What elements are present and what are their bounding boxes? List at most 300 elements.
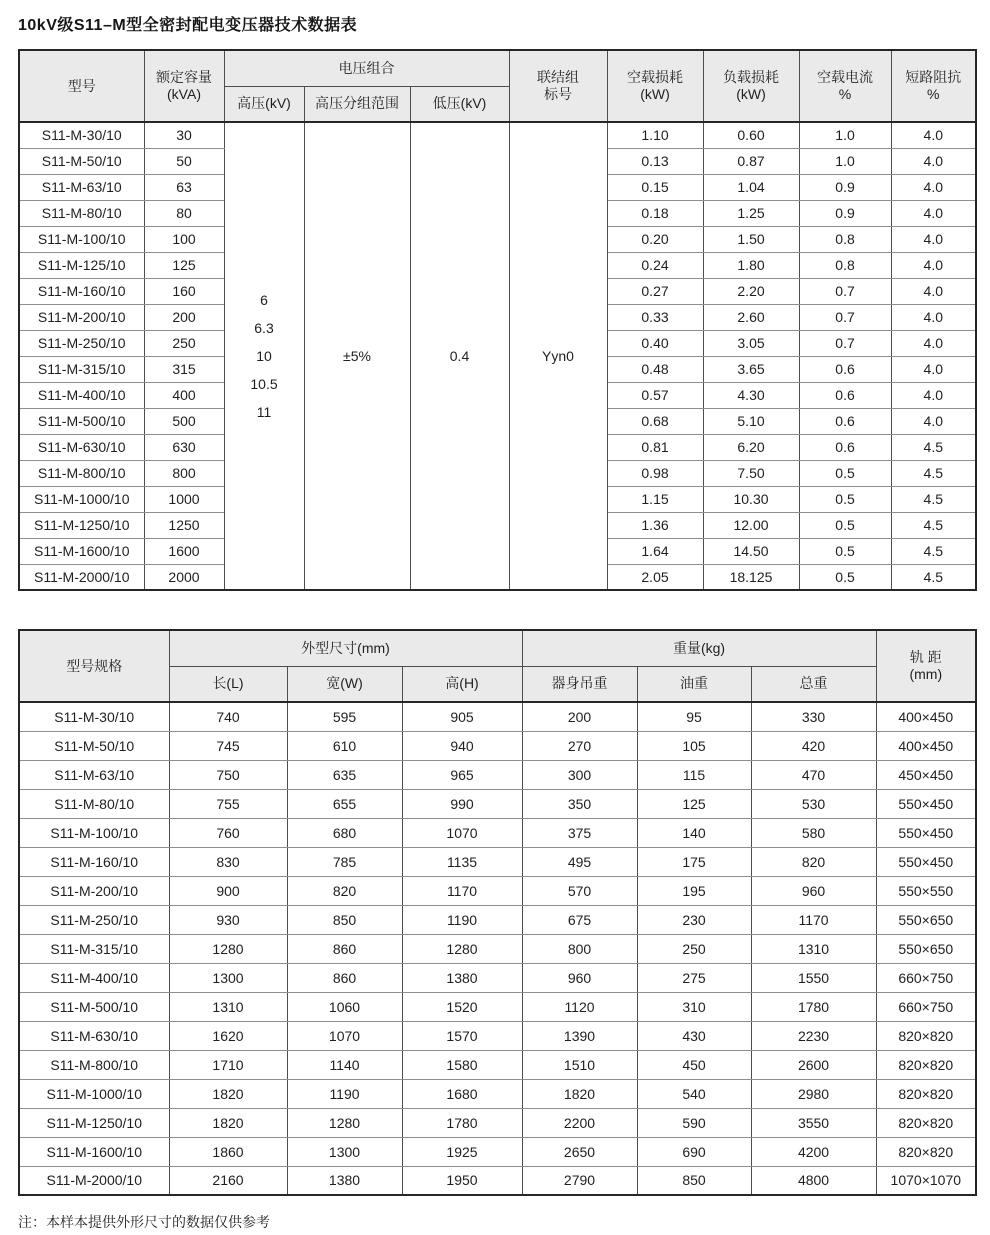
oil-weight-cell: 590 <box>637 1108 751 1137</box>
oil-weight-cell: 125 <box>637 789 751 818</box>
impedance-cell: 4.5 <box>891 564 976 590</box>
stacked-value: 6 <box>260 292 268 308</box>
model-cell: S11-M-1000/10 <box>19 1079 169 1108</box>
col-rail-gauge-line2: (mm) <box>909 666 943 682</box>
body-weight-cell: 2790 <box>522 1166 637 1195</box>
total-weight-cell: 1550 <box>751 963 876 992</box>
load-loss-cell: 2.60 <box>703 304 799 330</box>
rail-gauge-cell: 820×820 <box>876 1050 976 1079</box>
col-oil-weight: 油重 <box>637 666 751 702</box>
height-cell: 1925 <box>402 1137 522 1166</box>
load-loss-cell: 3.05 <box>703 330 799 356</box>
table-row <box>19 789 976 818</box>
impedance-cell: 4.0 <box>891 226 976 252</box>
total-weight-cell: 2600 <box>751 1050 876 1079</box>
rail-gauge-cell: 550×450 <box>876 818 976 847</box>
no-load-current-cell: 0.6 <box>799 382 891 408</box>
capacity-cell: 400 <box>144 382 224 408</box>
width-cell: 680 <box>287 818 402 847</box>
height-cell: 1570 <box>402 1021 522 1050</box>
stacked-value: 10 <box>256 348 272 364</box>
length-cell: 1310 <box>169 992 287 1021</box>
body-weight-cell: 2650 <box>522 1137 637 1166</box>
impedance-cell: 4.5 <box>891 486 976 512</box>
vector-group-cell: Yyn0 <box>509 122 607 590</box>
body-weight-cell: 1510 <box>522 1050 637 1079</box>
height-cell: 1680 <box>402 1079 522 1108</box>
width-cell: 1280 <box>287 1108 402 1137</box>
impedance-cell: 4.0 <box>891 408 976 434</box>
model-cell: S11-M-30/10 <box>19 122 144 148</box>
height-cell: 1190 <box>402 905 522 934</box>
impedance-cell: 4.5 <box>891 512 976 538</box>
oil-weight-cell: 690 <box>637 1137 751 1166</box>
stacked-value: 6.3 <box>254 320 274 336</box>
no-load-loss-cell: 1.36 <box>607 512 703 538</box>
table-row <box>19 760 976 789</box>
load-loss-cell: 4.30 <box>703 382 799 408</box>
width-cell: 1140 <box>287 1050 402 1079</box>
no-load-current-cell: 1.0 <box>799 122 891 148</box>
col-total-weight: 总重 <box>751 666 876 702</box>
no-load-current-cell: 0.9 <box>799 174 891 200</box>
length-cell: 1620 <box>169 1021 287 1050</box>
oil-weight-cell: 275 <box>637 963 751 992</box>
load-loss-cell: 3.65 <box>703 356 799 382</box>
length-cell: 1280 <box>169 934 287 963</box>
length-cell: 1820 <box>169 1079 287 1108</box>
capacity-cell: 63 <box>144 174 224 200</box>
col-load-loss <box>703 50 799 122</box>
length-cell: 760 <box>169 818 287 847</box>
length-cell: 1860 <box>169 1137 287 1166</box>
stacked-value: 10.5 <box>250 376 278 392</box>
oil-weight-cell: 105 <box>637 731 751 760</box>
length-cell: 2160 <box>169 1166 287 1195</box>
model-cell: S11-M-500/10 <box>19 992 169 1021</box>
model-cell: S11-M-800/10 <box>19 460 144 486</box>
capacity-cell: 125 <box>144 252 224 278</box>
body-weight-cell: 495 <box>522 847 637 876</box>
length-cell: 740 <box>169 702 287 731</box>
model-cell: S11-M-160/10 <box>19 847 169 876</box>
oil-weight-cell: 230 <box>637 905 751 934</box>
electrical-spec-body <box>19 122 976 590</box>
no-load-current-cell: 0.7 <box>799 304 891 330</box>
model-cell: S11-M-80/10 <box>19 789 169 818</box>
col-load-loss-line1: 负载损耗 <box>723 69 780 85</box>
footnote: 注：本样本提供外形尺寸的数据仅供参考 <box>18 1214 270 1230</box>
oil-weight-cell: 115 <box>637 760 751 789</box>
no-load-loss-cell: 0.98 <box>607 460 703 486</box>
body-weight-cell: 270 <box>522 731 637 760</box>
width-cell: 820 <box>287 876 402 905</box>
model-cell: S11-M-2000/10 <box>19 564 144 590</box>
no-load-loss-cell: 0.57 <box>607 382 703 408</box>
height-cell: 1170 <box>402 876 522 905</box>
total-weight-cell: 820 <box>751 847 876 876</box>
col-short-circuit-impedance-line1: 短路阻抗 <box>905 69 962 85</box>
body-weight-cell: 570 <box>522 876 637 905</box>
rail-gauge-cell: 660×750 <box>876 963 976 992</box>
model-cell: S11-M-250/10 <box>19 330 144 356</box>
no-load-loss-cell: 0.68 <box>607 408 703 434</box>
table-row <box>19 1050 976 1079</box>
model-cell: S11-M-30/10 <box>19 702 169 731</box>
table-row <box>19 1021 976 1050</box>
total-weight-cell: 420 <box>751 731 876 760</box>
model-cell: S11-M-315/10 <box>19 934 169 963</box>
capacity-cell: 80 <box>144 200 224 226</box>
load-loss-cell: 10.30 <box>703 486 799 512</box>
load-loss-cell: 2.20 <box>703 278 799 304</box>
capacity-cell: 1250 <box>144 512 224 538</box>
capacity-cell: 100 <box>144 226 224 252</box>
load-loss-cell: 7.50 <box>703 460 799 486</box>
total-weight-cell: 1310 <box>751 934 876 963</box>
height-cell: 990 <box>402 789 522 818</box>
col-no-load-loss-line2: (kW) <box>640 86 670 102</box>
table-row <box>19 992 976 1021</box>
model-cell: S11-M-50/10 <box>19 148 144 174</box>
oil-weight-cell: 850 <box>637 1166 751 1195</box>
col-no-load-current <box>799 50 891 122</box>
height-cell: 1580 <box>402 1050 522 1079</box>
no-load-current-cell: 0.6 <box>799 408 891 434</box>
capacity-cell: 50 <box>144 148 224 174</box>
col-outline-dimensions: 外型尺寸(mm) <box>169 630 522 666</box>
capacity-cell: 160 <box>144 278 224 304</box>
table-row <box>19 847 976 876</box>
height-cell: 1520 <box>402 992 522 1021</box>
col-vector-group-line1: 联结组 <box>537 69 580 85</box>
impedance-cell: 4.0 <box>891 122 976 148</box>
impedance-cell: 4.0 <box>891 356 976 382</box>
dimensions-weight-body <box>19 702 976 1195</box>
col-vector-group-line2: 标号 <box>544 86 573 102</box>
no-load-loss-cell: 1.10 <box>607 122 703 148</box>
no-load-current-cell: 0.5 <box>799 564 891 590</box>
height-cell: 1780 <box>402 1108 522 1137</box>
header-row-1 <box>19 50 976 86</box>
rail-gauge-cell: 820×820 <box>876 1021 976 1050</box>
body-weight-cell: 1390 <box>522 1021 637 1050</box>
no-load-current-cell: 0.9 <box>799 200 891 226</box>
load-loss-cell: 14.50 <box>703 538 799 564</box>
load-loss-cell: 0.87 <box>703 148 799 174</box>
body-weight-cell: 800 <box>522 934 637 963</box>
width-cell: 1190 <box>287 1079 402 1108</box>
no-load-current-cell: 1.0 <box>799 148 891 174</box>
no-load-loss-cell: 0.13 <box>607 148 703 174</box>
table-row <box>19 963 976 992</box>
length-cell: 755 <box>169 789 287 818</box>
no-load-current-cell: 0.8 <box>799 226 891 252</box>
body-weight-cell: 375 <box>522 818 637 847</box>
total-weight-cell: 530 <box>751 789 876 818</box>
total-weight-cell: 1170 <box>751 905 876 934</box>
length-cell: 750 <box>169 760 287 789</box>
total-weight-cell: 470 <box>751 760 876 789</box>
col-width: 宽(W) <box>287 666 402 702</box>
load-loss-cell: 1.80 <box>703 252 799 278</box>
length-cell: 930 <box>169 905 287 934</box>
model-cell: S11-M-250/10 <box>19 905 169 934</box>
impedance-cell: 4.5 <box>891 460 976 486</box>
impedance-cell: 4.0 <box>891 252 976 278</box>
width-cell: 595 <box>287 702 402 731</box>
total-weight-cell: 960 <box>751 876 876 905</box>
model-cell: S11-M-80/10 <box>19 200 144 226</box>
length-cell: 830 <box>169 847 287 876</box>
height-cell: 1950 <box>402 1166 522 1195</box>
no-load-current-cell: 0.5 <box>799 486 891 512</box>
col-load-loss-line2: (kW) <box>736 86 766 102</box>
height-cell: 1070 <box>402 818 522 847</box>
load-loss-cell: 1.04 <box>703 174 799 200</box>
length-cell: 900 <box>169 876 287 905</box>
body-weight-cell: 200 <box>522 702 637 731</box>
body-weight-cell: 1120 <box>522 992 637 1021</box>
table-row <box>19 934 976 963</box>
no-load-loss-cell: 0.48 <box>607 356 703 382</box>
page-title: 10kV级S11–M型全密封配电变压器技术数据表 <box>18 17 358 34</box>
rail-gauge-cell: 400×450 <box>876 702 976 731</box>
oil-weight-cell: 195 <box>637 876 751 905</box>
impedance-cell: 4.0 <box>891 200 976 226</box>
model-cell: S11-M-200/10 <box>19 304 144 330</box>
no-load-current-cell: 0.6 <box>799 356 891 382</box>
no-load-loss-cell: 0.24 <box>607 252 703 278</box>
model-cell: S11-M-125/10 <box>19 252 144 278</box>
oil-weight-cell: 140 <box>637 818 751 847</box>
impedance-cell: 4.0 <box>891 330 976 356</box>
col-model: 型号 <box>19 50 144 122</box>
no-load-loss-cell: 0.20 <box>607 226 703 252</box>
dimensions-weight-table <box>18 629 977 1196</box>
model-cell: S11-M-400/10 <box>19 963 169 992</box>
impedance-cell: 4.5 <box>891 538 976 564</box>
load-loss-cell: 1.50 <box>703 226 799 252</box>
col-rail-gauge <box>876 630 976 702</box>
no-load-current-cell: 0.7 <box>799 278 891 304</box>
rail-gauge-cell: 400×450 <box>876 731 976 760</box>
model-cell: S11-M-400/10 <box>19 382 144 408</box>
load-loss-cell: 1.25 <box>703 200 799 226</box>
length-cell: 1710 <box>169 1050 287 1079</box>
capacity-cell: 1000 <box>144 486 224 512</box>
capacity-cell: 250 <box>144 330 224 356</box>
capacity-cell: 630 <box>144 434 224 460</box>
col-hv-tap-range: 高压分组范围 <box>304 86 410 122</box>
col-length: 长(L) <box>169 666 287 702</box>
rail-gauge-cell: 550×450 <box>876 847 976 876</box>
model-cell: S11-M-1600/10 <box>19 538 144 564</box>
total-weight-cell: 2980 <box>751 1079 876 1108</box>
oil-weight-cell: 175 <box>637 847 751 876</box>
oil-weight-cell: 95 <box>637 702 751 731</box>
impedance-cell: 4.0 <box>891 278 976 304</box>
no-load-loss-cell: 2.05 <box>607 564 703 590</box>
model-cell: S11-M-1600/10 <box>19 1137 169 1166</box>
body-weight-cell: 300 <box>522 760 637 789</box>
col-no-load-current-line1: 空载电流 <box>817 69 874 85</box>
height-cell: 905 <box>402 702 522 731</box>
impedance-cell: 4.0 <box>891 148 976 174</box>
col-lv: 低压(kV) <box>410 86 509 122</box>
header-row-1 <box>19 630 976 666</box>
body-weight-cell: 350 <box>522 789 637 818</box>
no-load-loss-cell: 0.81 <box>607 434 703 460</box>
col-weight: 重量(kg) <box>522 630 876 666</box>
length-cell: 1820 <box>169 1108 287 1137</box>
model-cell: S11-M-800/10 <box>19 1050 169 1079</box>
rail-gauge-cell: 820×820 <box>876 1137 976 1166</box>
hv-tap-range-cell: ±5% <box>304 122 410 590</box>
model-cell: S11-M-63/10 <box>19 760 169 789</box>
no-load-current-cell: 0.6 <box>799 434 891 460</box>
width-cell: 1070 <box>287 1021 402 1050</box>
col-rated-capacity-line2: (kVA) <box>167 86 201 102</box>
no-load-current-cell: 0.8 <box>799 252 891 278</box>
body-weight-cell: 1820 <box>522 1079 637 1108</box>
total-weight-cell: 1780 <box>751 992 876 1021</box>
length-cell: 745 <box>169 731 287 760</box>
length-cell: 1300 <box>169 963 287 992</box>
table-row <box>19 818 976 847</box>
load-loss-cell: 6.20 <box>703 434 799 460</box>
no-load-current-cell: 0.7 <box>799 330 891 356</box>
col-rated-capacity-line1: 额定容量 <box>156 69 212 85</box>
height-cell: 965 <box>402 760 522 789</box>
oil-weight-cell: 540 <box>637 1079 751 1108</box>
rail-gauge-cell: 550×450 <box>876 789 976 818</box>
capacity-cell: 30 <box>144 122 224 148</box>
impedance-cell: 4.0 <box>891 382 976 408</box>
load-loss-cell: 18.125 <box>703 564 799 590</box>
col-body-weight: 器身吊重 <box>522 666 637 702</box>
total-weight-cell: 2230 <box>751 1021 876 1050</box>
electrical-spec-table <box>18 49 977 591</box>
capacity-cell: 2000 <box>144 564 224 590</box>
rail-gauge-cell: 820×820 <box>876 1108 976 1137</box>
col-model-spec: 型号规格 <box>19 630 169 702</box>
capacity-cell: 200 <box>144 304 224 330</box>
width-cell: 860 <box>287 934 402 963</box>
body-weight-cell: 2200 <box>522 1108 637 1137</box>
height-cell: 1135 <box>402 847 522 876</box>
col-short-circuit-impedance <box>891 50 976 122</box>
model-cell: S11-M-50/10 <box>19 731 169 760</box>
table-row <box>19 731 976 760</box>
oil-weight-cell: 450 <box>637 1050 751 1079</box>
model-cell: S11-M-63/10 <box>19 174 144 200</box>
rail-gauge-cell: 660×750 <box>876 992 976 1021</box>
table-row <box>19 702 976 731</box>
no-load-current-cell: 0.5 <box>799 538 891 564</box>
hv-values-cell <box>224 122 304 590</box>
model-cell: S11-M-2000/10 <box>19 1166 169 1195</box>
width-cell: 610 <box>287 731 402 760</box>
table-row <box>19 122 976 148</box>
rail-gauge-cell: 450×450 <box>876 760 976 789</box>
table-row <box>19 1079 976 1108</box>
lv-cell: 0.4 <box>410 122 509 590</box>
table-row <box>19 1166 976 1195</box>
width-cell: 850 <box>287 905 402 934</box>
total-weight-cell: 4800 <box>751 1166 876 1195</box>
load-loss-cell: 0.60 <box>703 122 799 148</box>
model-cell: S11-M-160/10 <box>19 278 144 304</box>
oil-weight-cell: 250 <box>637 934 751 963</box>
no-load-loss-cell: 0.33 <box>607 304 703 330</box>
capacity-cell: 800 <box>144 460 224 486</box>
rail-gauge-cell: 820×820 <box>876 1079 976 1108</box>
col-no-load-loss-line1: 空载损耗 <box>627 69 684 85</box>
stacked-value: 11 <box>256 404 272 420</box>
no-load-loss-cell: 1.64 <box>607 538 703 564</box>
load-loss-cell: 5.10 <box>703 408 799 434</box>
rail-gauge-cell: 550×650 <box>876 934 976 963</box>
impedance-cell: 4.5 <box>891 434 976 460</box>
impedance-cell: 4.0 <box>891 174 976 200</box>
model-cell: S11-M-1250/10 <box>19 1108 169 1137</box>
height-cell: 940 <box>402 731 522 760</box>
model-cell: S11-M-1250/10 <box>19 512 144 538</box>
capacity-cell: 500 <box>144 408 224 434</box>
col-rated-capacity <box>144 50 224 122</box>
model-cell: S11-M-200/10 <box>19 876 169 905</box>
no-load-loss-cell: 0.40 <box>607 330 703 356</box>
col-no-load-loss <box>607 50 703 122</box>
col-vector-group <box>509 50 607 122</box>
no-load-loss-cell: 1.15 <box>607 486 703 512</box>
no-load-loss-cell: 0.18 <box>607 200 703 226</box>
oil-weight-cell: 430 <box>637 1021 751 1050</box>
no-load-current-cell: 0.5 <box>799 460 891 486</box>
col-short-circuit-impedance-line2: % <box>927 86 940 102</box>
table-row <box>19 1137 976 1166</box>
body-weight-cell: 960 <box>522 963 637 992</box>
load-loss-cell: 12.00 <box>703 512 799 538</box>
model-cell: S11-M-630/10 <box>19 1021 169 1050</box>
capacity-cell: 315 <box>144 356 224 382</box>
table-row <box>19 876 976 905</box>
oil-weight-cell: 310 <box>637 992 751 1021</box>
no-load-current-cell: 0.5 <box>799 512 891 538</box>
width-cell: 1300 <box>287 1137 402 1166</box>
width-cell: 1380 <box>287 1166 402 1195</box>
model-cell: S11-M-500/10 <box>19 408 144 434</box>
no-load-loss-cell: 0.15 <box>607 174 703 200</box>
total-weight-cell: 580 <box>751 818 876 847</box>
model-cell: S11-M-315/10 <box>19 356 144 382</box>
total-weight-cell: 4200 <box>751 1137 876 1166</box>
model-cell: S11-M-630/10 <box>19 434 144 460</box>
capacity-cell: 1600 <box>144 538 224 564</box>
width-cell: 655 <box>287 789 402 818</box>
height-cell: 1380 <box>402 963 522 992</box>
height-cell: 1280 <box>402 934 522 963</box>
width-cell: 860 <box>287 963 402 992</box>
col-rail-gauge-line1: 轨 距 <box>909 649 942 665</box>
table-row <box>19 905 976 934</box>
model-cell: S11-M-100/10 <box>19 226 144 252</box>
col-no-load-current-line2: % <box>838 86 852 102</box>
rail-gauge-cell: 550×650 <box>876 905 976 934</box>
no-load-loss-cell: 0.27 <box>607 278 703 304</box>
rail-gauge-cell: 1070×1070 <box>876 1166 976 1195</box>
